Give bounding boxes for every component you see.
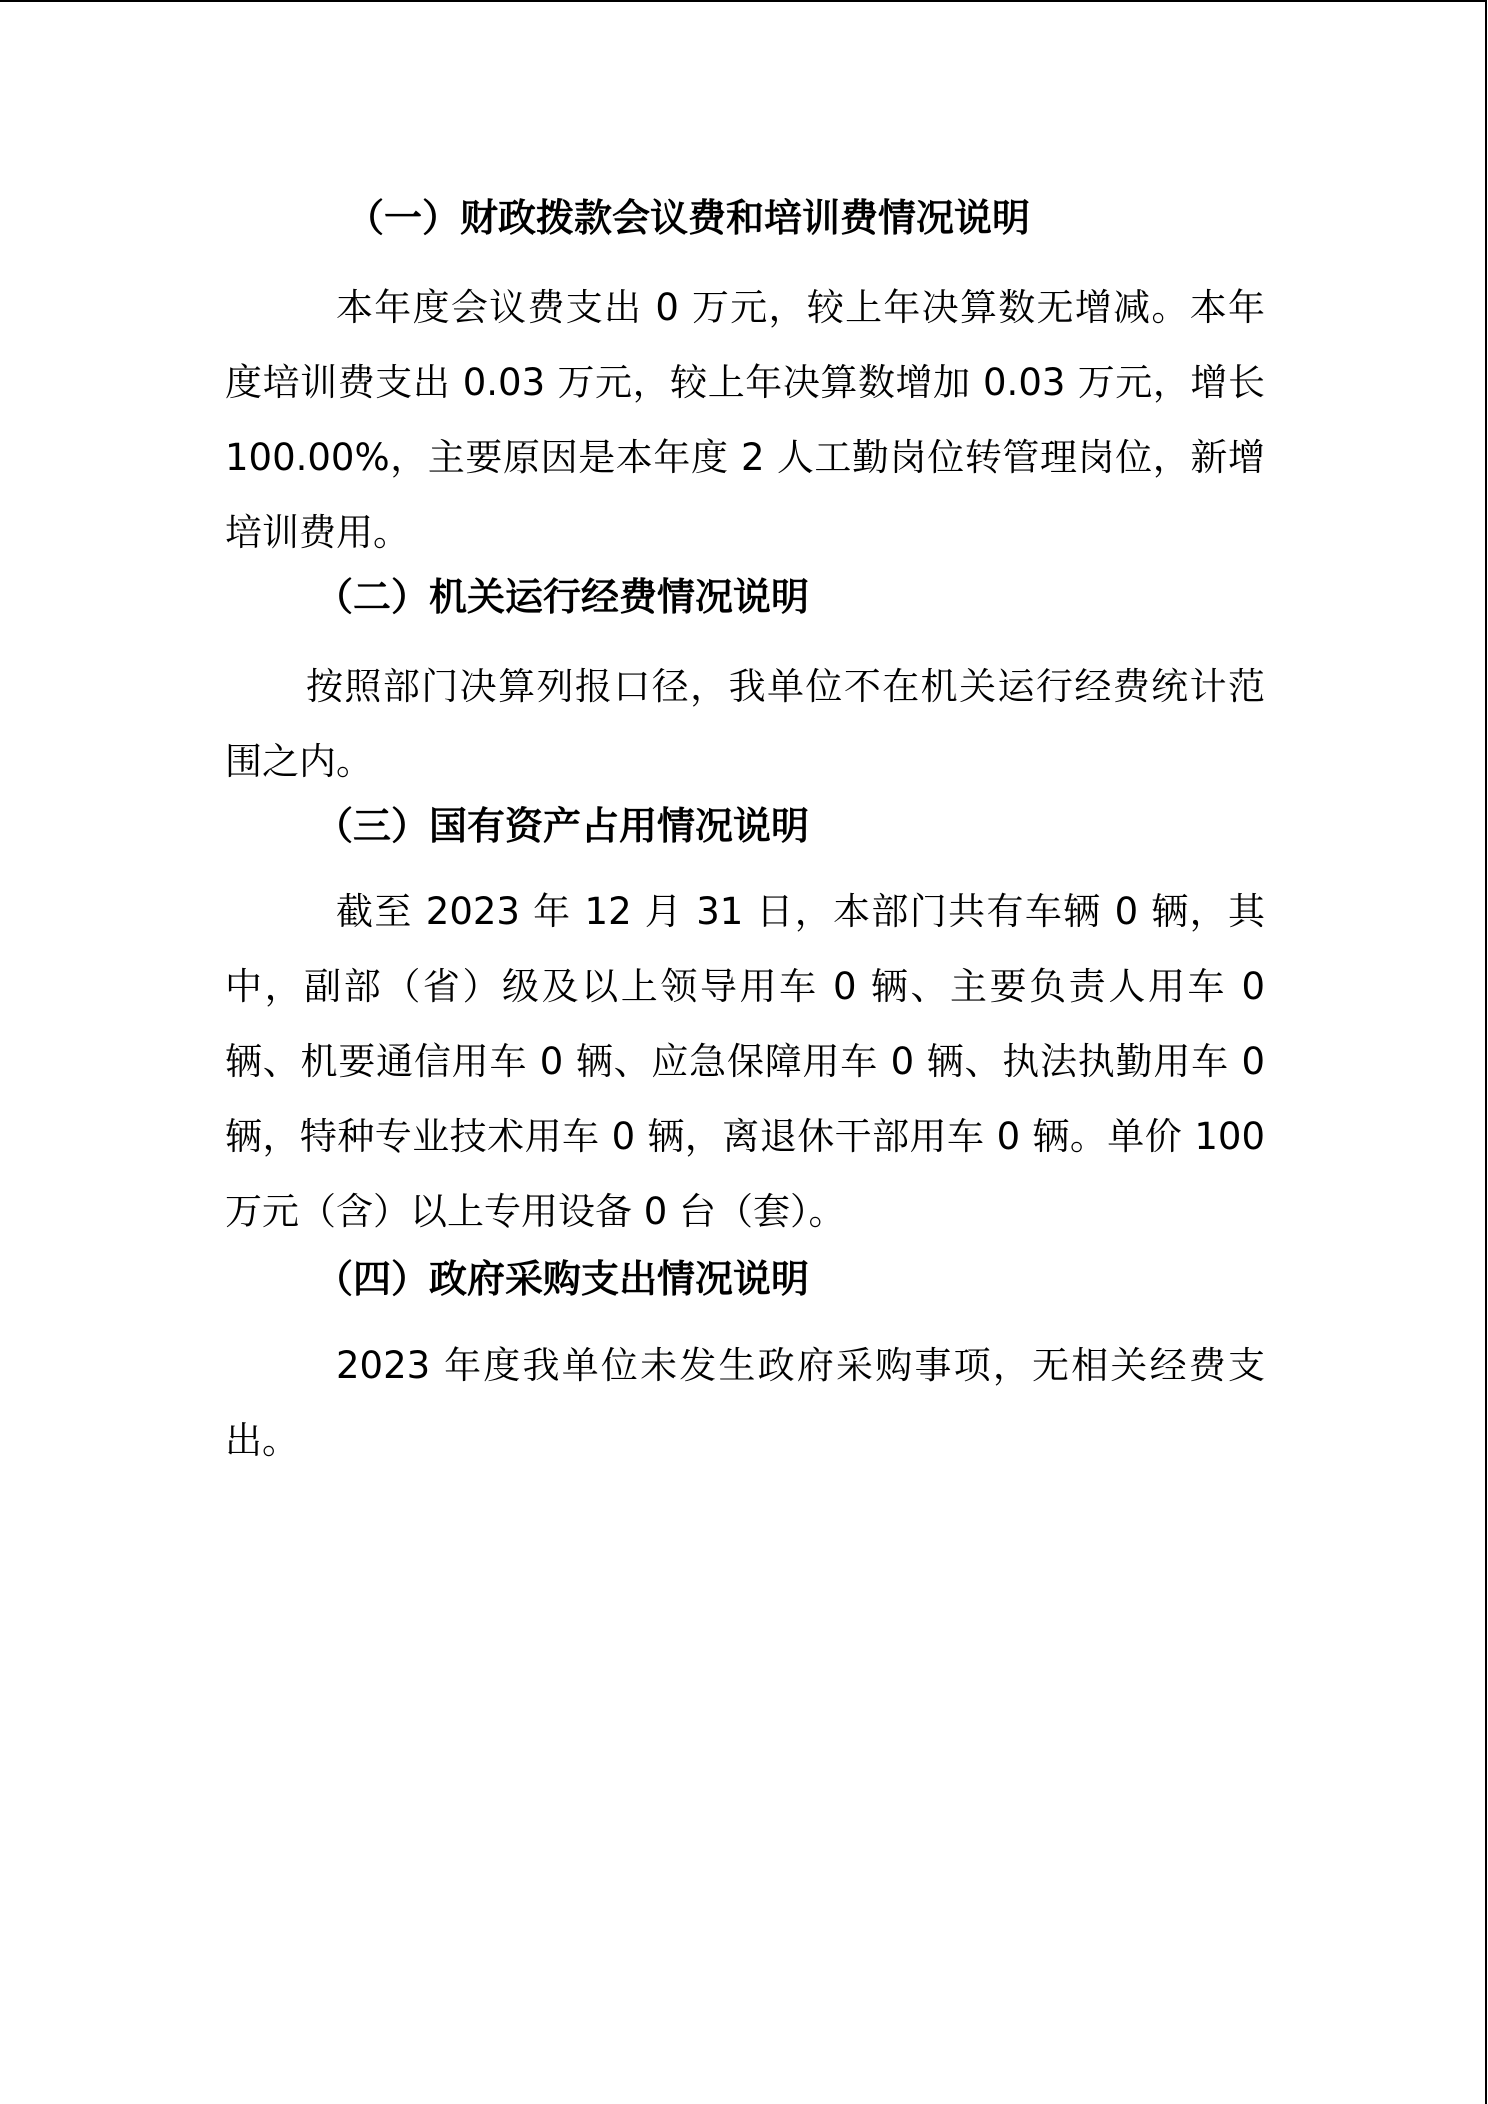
section-heading-government-procurement: （四）政府采购支出情况说明 (315, 1256, 810, 1301)
section-body-operating-expenses: 按照部门决算列报口径，我单位不在机关运行经费统计范围之内。 (225, 665, 1265, 783)
section-body-meeting-training-fees: 本年度会议费支出 0 万元，较上年决算数无增减。本年度培训费支出 0.03 万元，较上年决算数增加 0.03 万元，增长 100.00%，主要原因是本年度 2 人工勤岗位转管理岗位，新增培训费用。 (225, 286, 1265, 554)
section-heading-state-assets: （三）国有资产占用情况说明 (315, 803, 810, 848)
section-heading-meeting-training-fees: （一）财政拨款会议费和培训费情况说明 (346, 195, 1031, 240)
section-body-state-assets: 截至 2023 年 12 月 31 日，本部门共有车辆 0 辆，其中，副部（省）级及以上领导用车 0 辆、主要负责人用车 0 辆、机要通信用车 0 辆、应急保障用车 0 辆、执法执勤用车 0 辆，特种专业技术用车 0 辆，离退休干部用车 0 辆。单价 100 万元（含）以上专用设备 0 台（套）。 (225, 890, 1265, 1233)
section-heading-operating-expenses: （二）机关运行经费情况说明 (315, 574, 810, 619)
section-body-government-procurement: 2023 年度我单位未发生政府采购事项，无相关经费支出。 (225, 1344, 1265, 1462)
